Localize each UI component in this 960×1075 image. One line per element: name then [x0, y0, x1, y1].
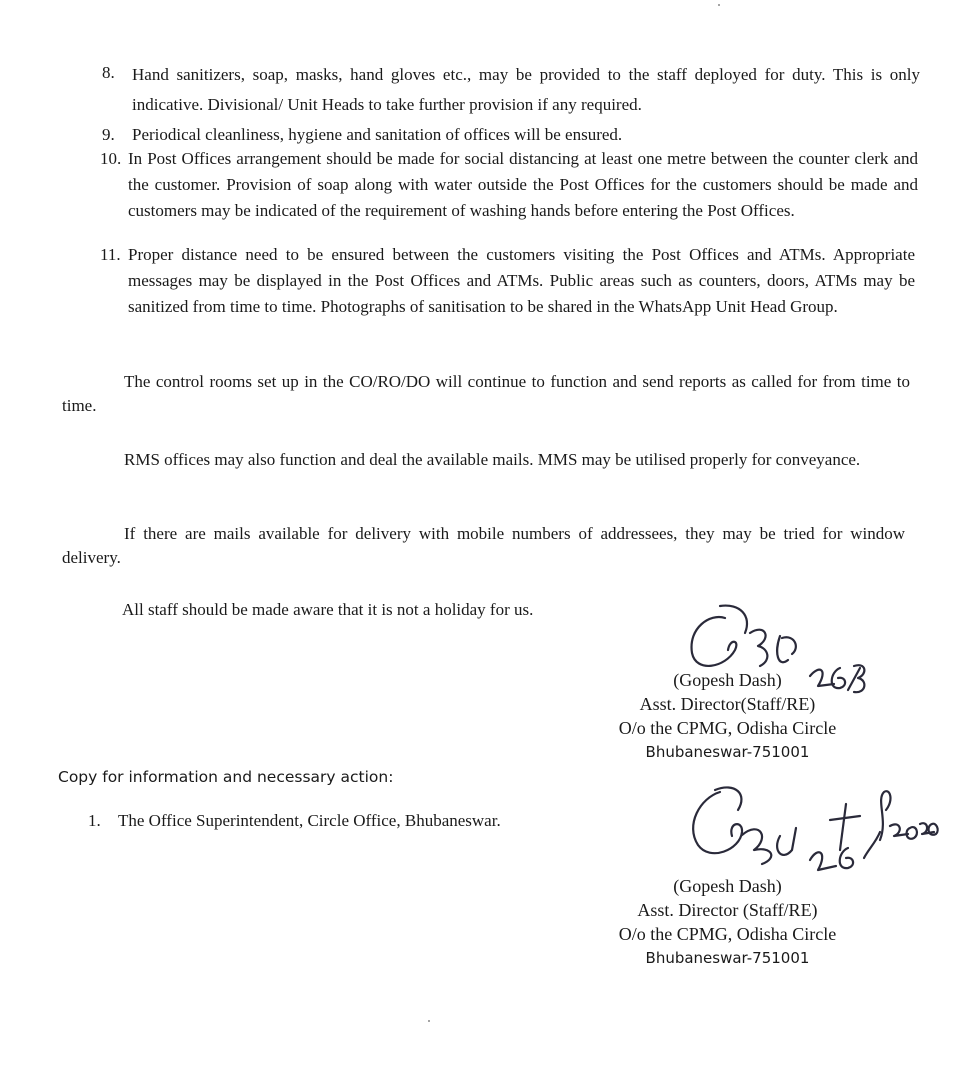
signatory-office: O/o the CPMG, Odisha Circle: [618, 718, 837, 738]
signatory-office: O/o the CPMG, Odisha Circle: [618, 924, 837, 944]
signatory-designation: Asst. Director (Staff/RE): [637, 900, 818, 920]
item-text: Hand sanitizers, soap, masks, hand gloves etc., may be provided to the staff deployed for duty. This is only indicative. Divisional/ Unit Heads to take further provision if any required.: [132, 65, 920, 114]
item-number: 9.: [102, 125, 115, 144]
signatory-name: (Gopesh Dash): [673, 876, 782, 896]
copy-heading: Copy for information and necessary action:: [58, 768, 394, 786]
item-text: Periodical cleanliness, hygiene and sanitation of offices will be ensured.: [132, 125, 623, 144]
signatory-name: (Gopesh Dash): [673, 670, 782, 690]
copy-item-number: 1.: [88, 811, 101, 830]
item-number: 8.: [102, 63, 115, 82]
item-number: 10.: [100, 149, 122, 168]
item-number: 11.: [100, 245, 121, 264]
signatory-block-2: [585, 874, 870, 970]
copy-list-item: [88, 811, 501, 831]
scan-speck: [428, 1020, 430, 1022]
control-rooms-paragraph: The control rooms set up in the CO/RO/DO will continue to function and send reports as called for from time to time.: [62, 372, 910, 415]
signatory-city: Bhubaneswar-751001: [645, 743, 810, 761]
holiday-paragraph: All staff should be made aware that it is not a holiday for us.: [122, 600, 534, 619]
item-text: Proper distance need to be ensured between the customers visiting the Post Offices and ATMs. Appropriate messages may be displayed in the Post Offices and ATMs. Public areas such as counters, doors, ATMs may be sanitized from time to time. Photographs of sanitisation to be shared in the WhatsApp Unit Head Group.: [128, 245, 915, 316]
signatory-city: Bhubaneswar-751001: [645, 949, 810, 967]
scan-speck: [718, 4, 720, 6]
handwritten-signature-2: [680, 780, 940, 880]
signatory-designation: Asst. Director(Staff/RE): [639, 694, 816, 714]
copy-item-text: The Office Superintendent, Circle Office, Bhubaneswar.: [118, 811, 501, 830]
window-delivery-paragraph: If there are mails available for delivery with mobile numbers of addressees, they may be tried for window delivery.: [62, 524, 905, 567]
item-text: In Post Offices arrangement should be made for social distancing at least one metre between the counter clerk and the customer. Provision of soap along with water outside the Post Offices for the customers should be made and customers may be indicated of the requirement of washing hands before entering the Post Offices.: [128, 149, 918, 220]
signatory-block-1: [585, 668, 870, 764]
rms-paragraph: RMS offices may also function and deal the available mails. MMS may be utilised properly for conveyance.: [124, 450, 861, 469]
